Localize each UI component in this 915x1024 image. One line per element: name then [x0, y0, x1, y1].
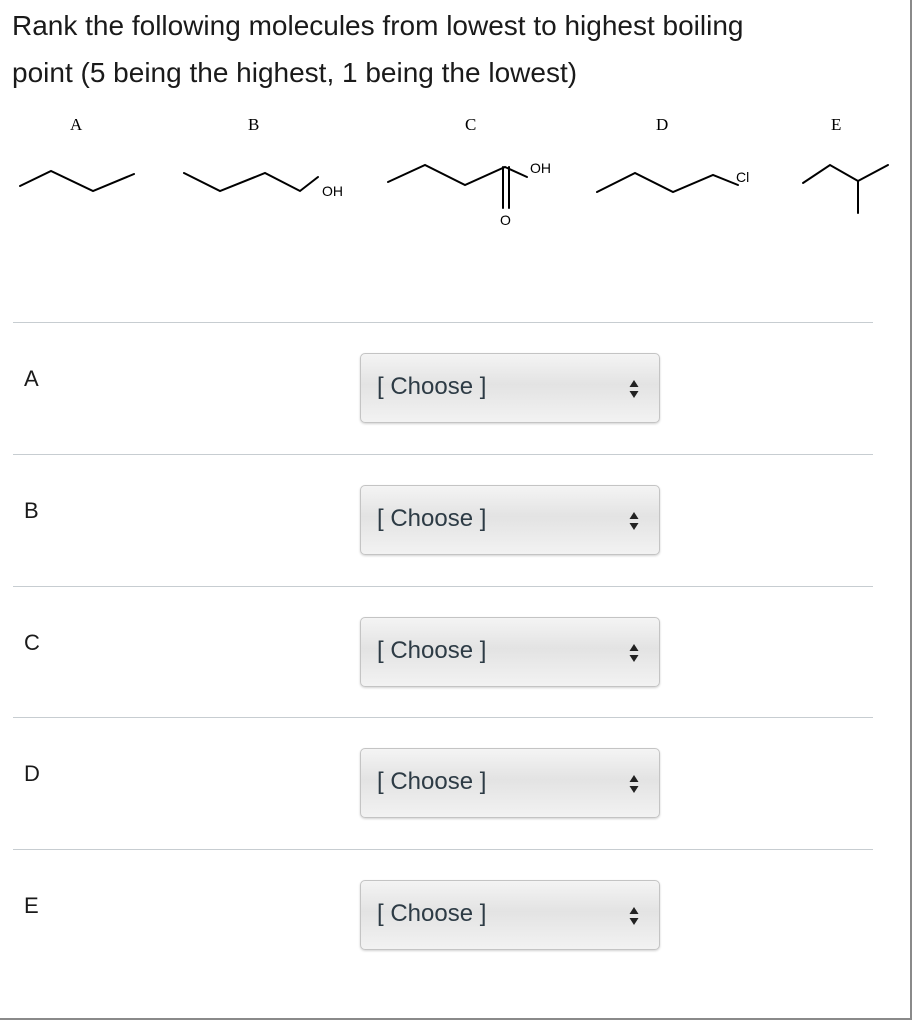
row-divider: [13, 717, 873, 718]
question-line-1: Rank the following molecules from lowest to highest boiling: [12, 10, 744, 41]
rank-select-e-value: [ Choose ]: [377, 900, 487, 927]
rank-select-d[interactable]: [360, 748, 660, 818]
row-divider: [13, 454, 873, 455]
molecule-d-letter: D: [656, 115, 669, 134]
rank-select-b-value: [ Choose ]: [377, 505, 487, 532]
row-divider: [13, 322, 873, 323]
molecule-e: [803, 115, 888, 213]
row-divider: [13, 586, 873, 587]
row-label-b: B: [24, 498, 39, 523]
molecule-a-skeleton: [20, 171, 134, 191]
molecule-e-skeleton: [803, 165, 888, 183]
question-line-2: point (5 being the highest, 1 being the lowest): [12, 57, 578, 88]
rank-select-b[interactable]: [360, 485, 660, 555]
question-text: [12, 2, 892, 96]
rank-select-e[interactable]: [360, 880, 660, 950]
molecule-d: [597, 115, 749, 192]
molecule-c-o: O: [500, 212, 511, 228]
up-down-arrows-icon: [629, 378, 639, 400]
rank-select-a[interactable]: [360, 353, 660, 423]
up-down-arrows-icon: [629, 905, 639, 927]
molecule-c-letter: C: [465, 115, 477, 134]
molecule-d-skeleton: [597, 173, 738, 192]
molecule-b: [184, 115, 343, 199]
up-down-arrows-icon: [629, 642, 639, 664]
row-label-c: C: [24, 630, 40, 655]
molecule-e-letter: E: [831, 115, 842, 134]
up-down-arrows-icon: [629, 773, 639, 795]
molecule-a: [20, 115, 134, 191]
up-down-arrows-icon: [629, 510, 639, 532]
molecule-b-skeleton: [184, 173, 318, 191]
molecule-d-cl: Cl: [736, 169, 750, 185]
rank-select-a-value: [ Choose ]: [377, 373, 487, 400]
molecule-b-oh: OH: [322, 183, 343, 199]
rank-select-c[interactable]: [360, 617, 660, 687]
row-label-e: E: [24, 893, 39, 918]
molecule-a-letter: A: [70, 115, 83, 134]
row-label-a: A: [24, 366, 39, 391]
molecule-structures: [0, 105, 912, 230]
molecule-c-oh: OH: [530, 160, 551, 176]
row-label-d: D: [24, 761, 40, 786]
rank-select-d-value: [ Choose ]: [377, 768, 487, 795]
molecule-c-skeleton: [388, 165, 527, 185]
molecule-c: [388, 115, 551, 228]
molecule-b-letter: B: [248, 115, 260, 134]
row-divider: [13, 849, 873, 850]
rank-select-c-value: [ Choose ]: [377, 637, 487, 664]
